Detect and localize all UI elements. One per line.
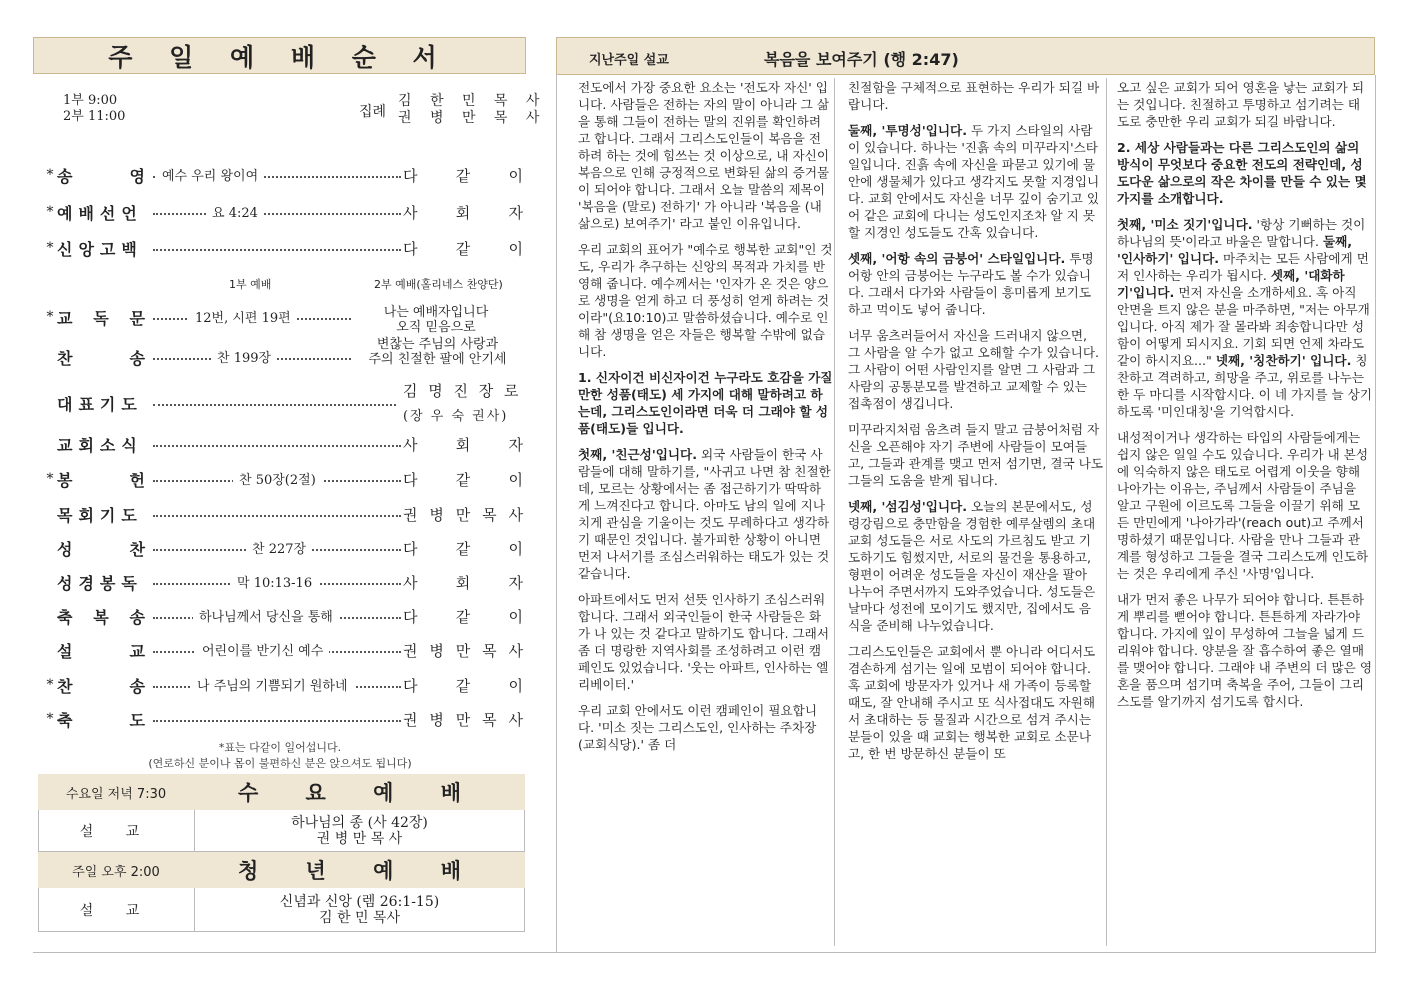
order-row (43, 200, 523, 224)
order-label-char: 성경봉독 (57, 573, 143, 593)
order-label-char: 신앙고백 (57, 239, 143, 259)
column-divider (834, 78, 835, 946)
order-label (57, 708, 151, 731)
sermon-column-2 (848, 79, 1103, 771)
order-label (57, 201, 151, 224)
order-label-char: 송 (129, 676, 145, 696)
order-leader-char: 병 (429, 710, 444, 729)
order-row (43, 236, 523, 260)
prayer-leader: 김 명 진 장 로 (403, 382, 522, 400)
order-label-char: 송 (129, 348, 145, 368)
order-leader-char: 회 (455, 435, 471, 454)
standing-marker: * (46, 240, 54, 256)
hymn-2nd-2-line1: 변찮는 주님의 사랑과 (376, 337, 499, 352)
order-leader-char: 같 (455, 607, 471, 626)
leader-dots (151, 397, 398, 409)
order-row (43, 432, 523, 456)
order-leader-char: 회 (455, 573, 471, 592)
leader-dots (151, 576, 403, 591)
leader-dots (151, 169, 403, 184)
order-detail: 요 4:24 (206, 202, 264, 221)
order-leader (403, 202, 523, 223)
leader-dots (151, 438, 403, 450)
youth-sermon-label: 설 교 (39, 888, 195, 931)
order-label-char: 축 (57, 607, 73, 627)
order-leader (403, 572, 523, 593)
order-leader-char: 다 (403, 607, 418, 626)
order-leader-char: 다 (403, 470, 418, 489)
sermon-paragraph: 너무 움츠러들어서 자신을 드러내지 않으면, 그 사람을 알 수가 없고 오해할 수가 있습니다. 그 사람이 어떤 사람인지를 알면 그 사람과 그 사람의 공통분모를 발견하고 교제할 수 있는 접촉점이 생깁니다. (848, 328, 1100, 411)
sermon-header (556, 37, 1375, 75)
order-leader-char: 병 (429, 641, 444, 660)
sermon-column-3 (1117, 79, 1372, 719)
order-row (43, 345, 353, 369)
wed-time: 수요일 저녁 7:30 (65, 786, 167, 802)
standing-marker: * (46, 471, 54, 487)
order-label-char: 대표기도 (57, 394, 143, 414)
order-leader (403, 504, 523, 525)
order-leader-char: 병 (429, 505, 444, 524)
order-detail: 어린이를 반기신 예수 (196, 640, 329, 659)
order-detail: 나 주님의 기쁨되기 원하네 (191, 675, 354, 694)
order-leader-char: 권 (403, 710, 418, 729)
order-label (57, 503, 151, 526)
order-row (43, 391, 398, 415)
order-leader-char: 권 (403, 641, 418, 660)
order-leader (403, 469, 523, 490)
order-label-char: 예배선언 (57, 203, 143, 223)
order-leader-char: 만 (455, 641, 471, 660)
order-leader-char: 이 (508, 239, 523, 258)
hymn-2nd-service-1 (372, 305, 500, 335)
wed-sermon-title: 하나님의 종 (사 42장) (291, 814, 428, 831)
presiders (398, 93, 546, 127)
order-label-char: 송 (129, 607, 145, 627)
presider-1: 김 한 민 목 사 (398, 93, 547, 109)
order-leader (403, 606, 523, 627)
order-label (57, 468, 151, 491)
order-leader-char: 사 (403, 203, 418, 222)
wed-sermon-preacher: 권 병 만 목 사 (316, 830, 403, 847)
youth-sermon-row (38, 888, 525, 932)
order-leader-char: 같 (455, 539, 471, 558)
order-label-char: 영 (129, 166, 145, 186)
leader-dots (151, 610, 403, 625)
order-label (57, 674, 151, 697)
order-label-char: 헌 (129, 470, 145, 490)
order-leader-char: 사 (403, 435, 418, 454)
order-leader-char: 다 (403, 676, 418, 695)
youth-header (38, 852, 525, 888)
order-leader-char: 다 (403, 539, 418, 558)
presider-label: 집례 (359, 104, 387, 120)
standing-marker: * (46, 167, 54, 183)
order-label-char: 송 (57, 166, 73, 186)
order-label-char: 찬 (57, 676, 73, 696)
sermon-title: 복음을 보여주기 (행 2:47) (764, 50, 959, 69)
order-row (43, 570, 523, 594)
order-leader (403, 640, 523, 661)
wed-sermon-label: 설 교 (39, 810, 195, 851)
youth-sermon-preacher: 김 한 민 목사 (319, 909, 400, 926)
sermon-paragraph: 셋째, '어항 속의 금붕어' 스타일입니다. 투명 어항 안의 금붕어는 누구라도 볼 수가 있습니다. 그래서 다가와 사람들이 흥미롭게 보기도 하고 먹이도 넣어 줍니다. (848, 251, 1094, 317)
wed-header (38, 774, 525, 810)
sermon-paragraph: 내가 먼저 좋은 나무가 되어야 합니다. 튼튼하게 뿌리를 뻗어야 합니다. 튼튼하게 자라가야 합니다. 가지에 잎이 무성하여 그늘을 넓게 드리워야 합니다. 양분을 잘 흡수하여 좋은 열매를 맺어야 합니다. 그래야 내 주변의 더 많은 영혼을 품으며 섬기며 축복을 주어, 그들이 그리스도를 알기까지 섬기도록 합시다. (1117, 592, 1373, 709)
sermon-paragraph: 친절함을 구체적으로 표현하는 우리가 되길 바랍니다. (848, 80, 1100, 112)
order-leader-char: 만 (455, 710, 471, 729)
hymn-2nd-1-line2: 오직 믿음으로 (396, 320, 476, 335)
order-label-char: 문 (129, 308, 145, 328)
leader-dots (151, 644, 403, 659)
order-leader-char: 이 (508, 166, 523, 185)
standing-marker: * (46, 204, 54, 220)
order-label (57, 346, 151, 369)
order-detail: 찬 50장(2절) (233, 469, 322, 488)
order-row (43, 305, 353, 329)
order-label-char: 찬 (57, 348, 73, 368)
standing-marker: * (46, 309, 54, 325)
hymn-2nd-1-line1: 나는 예배자입니다 (383, 305, 489, 320)
leader-dots (151, 508, 403, 520)
order-leader-char: 권 (403, 505, 418, 524)
order-leader-char: 사 (508, 710, 523, 729)
order-leader-char: 만 (455, 505, 471, 524)
order-row (43, 467, 523, 491)
order-label-char: 교회소식 (57, 435, 143, 455)
standing-marker: * (46, 677, 54, 693)
order-label-char: 봉 (57, 470, 73, 490)
order-row (43, 673, 523, 697)
sermon-paragraph: 첫째, '친근성'입니다. 외국 사람들이 한국 사람들에 대해 말하기를, "사귀고 나면 참 친절한데, 모르는 상황에서는 좀 접근하기가 딱딱하게 느껴진다고 합니다. 아마도 남의 일에 지나치게 관심을 기울이는 것도 무례하다고 생각하기 때문인 것입니다. 불가피한 상황이 아니면 먼저 나서기를 조심스러워하는 태도가 있는 것 같습니다. (578, 447, 831, 581)
order-leader (403, 165, 523, 186)
sermon-paragraph: 오고 싶은 교회가 되어 영혼을 낳는 교회가 되는 것입니다. 친절하고 투명하고 섬기려는 태도로 충만한 우리 교회가 되길 바랍니다. (1117, 80, 1365, 129)
sermon-paragraph: 우리 교회의 표어가 "예수로 행복한 교회"인 것도, 우리가 추구하는 신앙의 목적과 가치를 반영해 줍니다. 예수께서는 '인자가 온 것은 양으로 생명을 얻게 하고 더 풍성히 얻게 하려는 것이라"(요10:10)고 말씀하셨습니다. 예수로 인해 참 생명을 얻은 자들은 행복할 수밖에 없습니다. (578, 242, 833, 359)
bottom-rule (33, 952, 1376, 953)
standing-marker: * (46, 711, 54, 727)
leader-dots (151, 713, 403, 725)
sermon-paragraph: 2. 세상 사람들과는 다른 그리스도인의 삶의 방식이 무엇보다 중요한 전도의 전략인데, 성도다운 삶으로의 작은 차이를 만들 수 있는 몇 가지를 소개합니다. (1117, 140, 1367, 206)
sermon-paragraph: 내성적이거나 생각하는 타입의 사람들에게는 쉽지 않은 일일 수도 있습니다. 우리가 내 본성에 익숙하지 않은 태도로 어렵게 이웃을 향해 나아가는 이유는, 주님께서 사람들이 주님을 알고 구원에 이르도록 그들을 이끌기 위해 모든 만민에게 '나아가라'(reach out)고 주께서 명하셨기 때문입니다. 사람을 만나 그들과 관계를 형성하고 그들을 결국 그리스도께 인도하는 것은 우리에게 주신 '사명'입니다. (1117, 430, 1369, 581)
order-leader (403, 434, 523, 455)
wed-sermon-row (38, 810, 525, 852)
order-leader-char: 이 (508, 607, 523, 626)
order-label-char: 축 (57, 710, 73, 730)
youth-time: 주일 오후 2:00 (72, 864, 160, 880)
sermon-paragraph: 우리 교회 안에서도 이런 캠페인이 필요합니다. '미소 짓는 그리스도인, 인사하는 주차장(교회식당).' 좀 더 (578, 703, 817, 752)
order-leader-char: 같 (455, 470, 471, 489)
order-row (43, 536, 523, 560)
wed-sermon (195, 810, 524, 851)
youth-sermon (195, 888, 524, 931)
order-row (43, 604, 523, 628)
sermon-paragraph: 전도에서 가장 중요한 요소는 '전도자 자신' 입니다. 사람들은 전하는 자의 말이 아니라 그 삶을 통해 그들이 전하는 말의 진위를 확인하려고 합니다. 그래서 그리스도인들이 복음을 전하려 하는 것에 힘쓰는 것 이상으로, 내 자신이 복음으로 인해 긍정적으로 변화된 삶의 증거물이 되어야 합니다. 그래서 오늘 말씀의 제목이 '복음을 (말로) 전하기' 가 아니라 '복음을 (내 삶으로) 보여주기' 라고 붙인 이유입니다. (578, 80, 830, 231)
order-row (43, 502, 523, 526)
order-detail: 찬 199장 (211, 347, 277, 366)
order-label-char: 도 (129, 710, 145, 730)
order-label-char: 독 (93, 308, 109, 328)
order-leader-char: 회 (455, 203, 471, 222)
order-leader-char: 목 (482, 641, 497, 660)
order-label (57, 571, 151, 594)
order-leader-char: 사 (508, 641, 523, 660)
order-label (57, 433, 151, 456)
leader-dots (151, 351, 353, 366)
order-label-char: 교 (129, 641, 145, 661)
service-sub-2: 2부 예배(홀리네스 찬양단) (374, 278, 503, 291)
order-leader (403, 538, 523, 559)
hymn-2nd-2-line2: 주의 친절한 팔에 안기세 (368, 352, 507, 367)
order-label (57, 605, 151, 628)
seated-note: (연로하신 분이나 몸이 불편하신 분은 앉으셔도 됩니다) (148, 757, 412, 770)
sermon-paragraph: 첫째, '미소 짓기'입니다. '항상 기뻐하는 것이 하나님의 뜻'이라고 바울은 말합니다. 둘째, '인사하기' 입니다. 마주치는 모든 사람에게 먼저 인사하는 우리가 됩시다. 셋째, '대화하기'입니다. 먼저 자신을 소개하세요. 혹 아직 안면을 트지 않은 분을 마주하면, "저는 아무개입니다. 아직 제가 잘 몰라봐 죄송합니다만 성함이 어떻게 되시지요. 기회 되면 언제 차라도 같이 하시지요..." 넷째, '칭찬하기' 입니다. 칭찬하고 격려하고, 희망을 주고, 위로를 나누는 한 두 마디를 시작합시다. 이 네 가지를 늘 상기하도록 '미인대칭'을 기억합시다. (1117, 217, 1373, 419)
order-leader (403, 238, 523, 259)
order-leader-char: 다 (403, 239, 418, 258)
youth-title: 청 년 예 배 (237, 858, 482, 883)
order-label-char: 복 (93, 607, 109, 627)
sermon-paragraph: 미꾸라지처럼 움츠려 들지 말고 금붕어처럼 자신을 오픈해야 자기 주변에 사람들이 모여들고, 그들과 관계를 맺고 먼저 섬기면, 결국 나도 그들의 도움을 받게 됩니다. (848, 422, 1104, 488)
order-leader-char: 다 (403, 166, 418, 185)
order-row (43, 707, 523, 731)
leader-dots (151, 679, 403, 694)
sermon-label: 지난주일 설교 (589, 53, 669, 68)
sermon-paragraph: 1. 신자이건 비신자이건 누구라도 호감을 가질 만한 성품(태도) 세 가지에 대해 말하려고 하는데, 그리스도인이라면 더욱 더 그래야 할 성품(태도)들 입니다. (578, 370, 833, 436)
sermon-paragraph: 그리스도인들은 교회에서 뿐 아니라 어디서도 겸손하게 섬기는 일에 모범이 되어야 합니다. 혹 교회에 방문자가 있거나 새 가족이 등록할 때도, 잘 안내해 주시고 또 식사접대도 자원해서 초대하는 등 물질과 시간으로 섬겨 주시는 분들이 있을 때 교회는 행복한 교회로 소문나고, 한 번 방문하신 분들이 또 (848, 644, 1096, 761)
order-leader-char: 자 (508, 203, 523, 222)
time-2: 2부 11:00 (63, 109, 126, 124)
leader-dots (151, 473, 403, 488)
column-divider (1106, 78, 1107, 946)
order-label (57, 306, 151, 329)
time-1: 1부 9:00 (63, 93, 118, 108)
order-label (57, 537, 151, 560)
panel-border (556, 75, 557, 952)
leader-dots (151, 242, 403, 254)
service-times (63, 93, 125, 125)
order-label (57, 164, 151, 187)
order-detail: 예수 우리 왕이여 (156, 165, 264, 184)
order-row (43, 638, 523, 662)
order-label-char: 찬 (129, 539, 145, 559)
leader-dots (151, 311, 353, 326)
sermon-column-1 (578, 79, 833, 762)
order-label (57, 639, 151, 662)
service-sub-1: 1부 예배 (229, 278, 272, 291)
standing-note: *표는 다같이 일어섭니다. (218, 741, 342, 754)
order-leader-char: 이 (508, 676, 523, 695)
order-leader-char: 같 (455, 239, 471, 258)
order-label-char: 목회기도 (57, 505, 143, 525)
page-title: 주 일 예 배 순 서 (33, 37, 526, 74)
order-leader-char: 사 (508, 505, 523, 524)
youth-sermon-title: 신념과 신앙 (렘 26:1-15) (279, 893, 440, 910)
order-leader-char: 같 (455, 676, 471, 695)
order-leader-char: 이 (508, 539, 523, 558)
order-detail: 찬 227장 (246, 538, 312, 557)
panel-border (1375, 75, 1376, 952)
order-detail: 막 10:13-16 (231, 572, 318, 591)
sermon-paragraph: 넷째, '섬김성'입니다. 오늘의 본문에서도, 성령강림으로 충만함을 경험한 예루살렘의 초대교회 성도들은 서로 사도의 가르침도 받고 기도하기도 힘썼지만, 서로의 물건을 통용하고, 형편이 어려운 성도들을 자신이 재산을 팔아 나누어 주면서까지 도와주었습니다. 성도들은 날마다 성전에 모이기도 했지만, 집에서도 음식을 준비해 나누었습니다. (848, 499, 1096, 633)
order-leader-char: 목 (482, 505, 497, 524)
order-leader-char: 이 (508, 470, 523, 489)
order-leader-char: 사 (403, 573, 418, 592)
hymn-2nd-service-2 (355, 337, 520, 367)
order-label-char: 교 (57, 308, 73, 328)
prayer-leader-2: (장 우 숙 권사) (403, 409, 509, 424)
order-detail: 하나님께서 당신을 통해 (193, 606, 339, 625)
order-label-char: 설 (57, 641, 73, 661)
order-leader (403, 709, 523, 730)
order-leader-char: 자 (508, 573, 523, 592)
leader-dots (151, 206, 403, 221)
sermon-paragraph: 아파트에서도 먼저 선뜻 인사하기 조심스러워 합니다. 그래서 외국인들이 한국 사람들은 화가 나 있는 것 같다고 말하기도 합니다. 그래서 좀 더 명랑한 지역사회를 조성하려고 이런 캠페인도 있었습니다. '웃는 아파트, 인사하는 엘리베이터.' (578, 592, 830, 692)
wed-title: 수 요 예 배 (237, 780, 482, 805)
order-leader-char: 같 (455, 166, 471, 185)
order-leader-char: 자 (508, 435, 523, 454)
sermon-paragraph: 둘째, '투명성'입니다. 두 가지 스타일의 사람이 있습니다. 하나는 '진흙 속의 미꾸라지'스타일입니다. 진흙 속에 자신을 파묻고 있기에 물 안에 생물체가 있다고 생각지도 못할 지경입니다. 교회 안에서도 자신을 너무 깊이 숨기고 있어 같은 교회에 다니는 성도인지조차 알 지 못할 지경인 성도들도 간혹 있습니다. (848, 123, 1100, 240)
order-leader-char: 목 (482, 710, 497, 729)
presider-2: 권 병 만 목 사 (398, 110, 547, 126)
order-label (57, 392, 151, 415)
order-label (57, 237, 151, 260)
order-row (43, 163, 523, 187)
order-label-char: 성 (57, 539, 73, 559)
order-leader (403, 675, 523, 696)
leader-dots (151, 542, 403, 557)
order-detail: 12번, 시편 19편 (189, 307, 297, 326)
